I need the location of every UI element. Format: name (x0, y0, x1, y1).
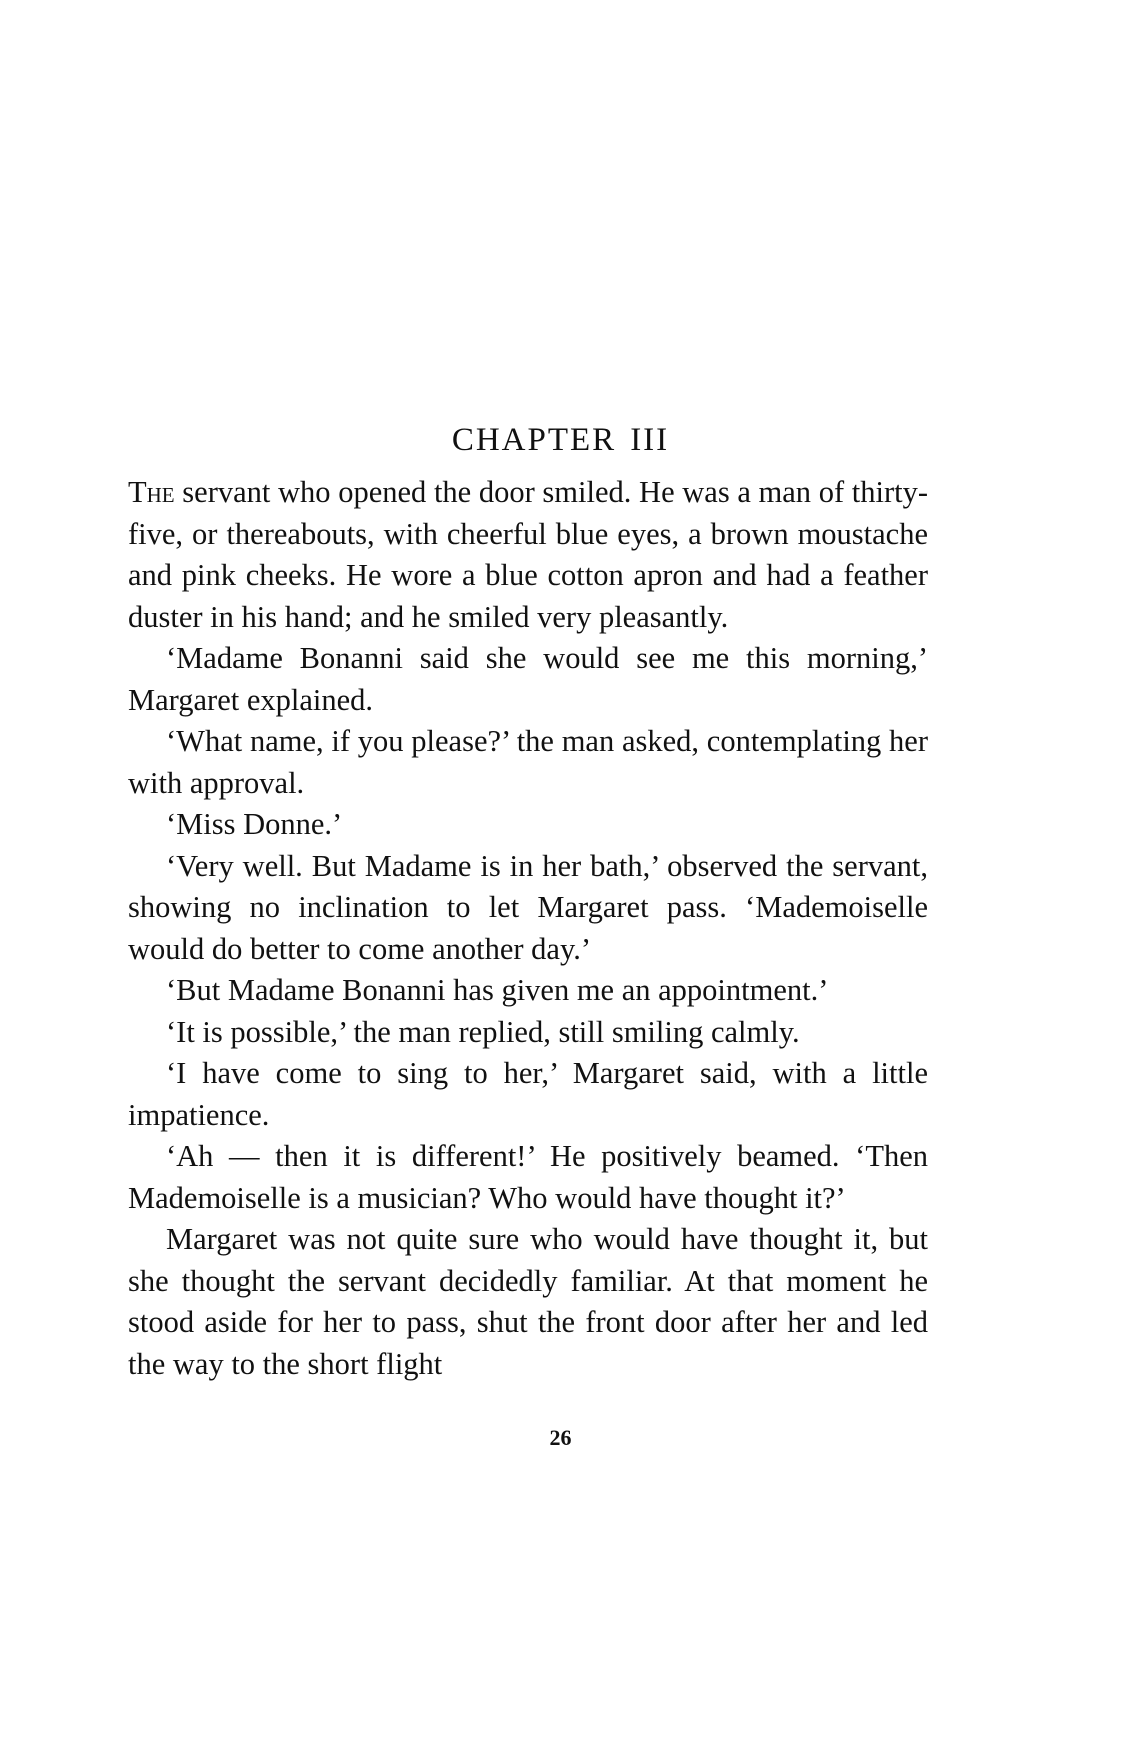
page-number: 26 (549, 1425, 572, 1450)
chapter-heading-number: III (630, 422, 670, 459)
paragraph: ‘I have come to sing to her,’ Margaret said, with a little impatience. (128, 1056, 928, 1132)
paragraph (128, 472, 928, 638)
paragraph: ‘Miss Donne.’ (166, 807, 343, 841)
paragraph: ‘Ah — then it is different!’ He positively beamed. ‘Then Mademoiselle is a musician? Who would have thought it?’ (128, 1139, 928, 1215)
chapter-heading-label: CHAPTER (451, 422, 617, 459)
paragraph-text: servant who opened the door smiled. He was a man of thirty-five, or thereabouts, with cheerful blue eyes, a brown moustache and pink cheeks. He wore a blue cotton apron and had a feather duster in his hand; and he smiled very pleasantly. (128, 475, 929, 634)
paragraph: ‘But Madame Bonanni has given me an appointment.’ (166, 973, 829, 1007)
paragraph: ‘Very well. But Madame is in her bath,’ observed the servant, showing no inclination to let Margaret pass. ‘Mademoiselle would do better to come another day.’ (128, 848, 928, 966)
chapter-heading (0, 422, 1121, 459)
opening-smallcaps: The (128, 475, 175, 509)
paragraph: ‘It is possible,’ the man replied, still smiling calmly. (166, 1014, 800, 1049)
body-text (128, 472, 928, 1385)
paragraph: Margaret was not quite sure who would have thought it, but she thought the servant decidedly familiar. At that moment he stood aside for her to pass, shut the front door after her and led the way to the short flight (128, 1222, 928, 1381)
paragraph: ‘Madame Bonanni said she would see me this morning,’ Margaret explained. (128, 641, 928, 717)
paragraph: ‘What name, if you please?’ the man asked, contemplating her with approval. (128, 724, 928, 800)
